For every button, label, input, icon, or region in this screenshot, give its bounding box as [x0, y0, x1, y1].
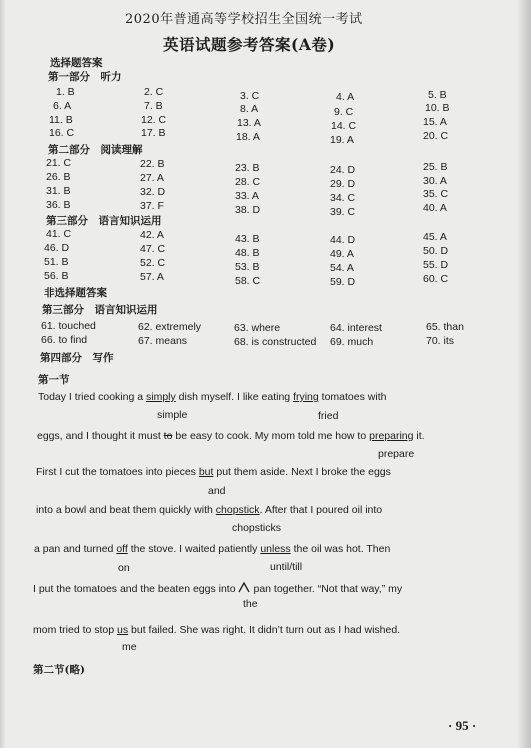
choice-answers-heading: 选择题答案	[50, 57, 103, 69]
page-edge-shadow	[517, 0, 531, 748]
essay-text: put them aside. Next I broke the eggs	[213, 466, 391, 478]
answer-item: 27. A	[140, 172, 164, 184]
answer-item: 48. B	[235, 247, 260, 259]
correction-word: and	[208, 485, 226, 497]
answer-item: 32. D	[140, 186, 166, 198]
answer-item: 49. A	[330, 248, 354, 260]
essay-text: pan together. “Not that way,” my	[253, 583, 403, 595]
essay-text: into a bowl and beat them quickly with	[36, 504, 216, 516]
answer-item: 66. to find	[41, 334, 88, 346]
essay-text: I put the tomatoes and the beaten eggs into	[33, 583, 239, 595]
answer-item: 11. B	[49, 114, 73, 126]
answer-item: 31. B	[46, 185, 71, 197]
answer-item: 61. touched	[41, 320, 96, 332]
answer-item: 40. A	[423, 202, 447, 214]
correction-word: simple	[157, 409, 188, 421]
answer-item: 16. C	[49, 127, 75, 139]
answer-item: 47. C	[140, 243, 166, 255]
answer-item: 36. B	[46, 199, 71, 211]
essay-text: mom tried to stop	[33, 624, 118, 636]
answer-item: 13. A	[237, 117, 261, 129]
essay-text: dish myself. I like eating	[175, 391, 294, 403]
part3-heading: 第三部分 语言知识运用	[46, 215, 162, 227]
answer-item: 12. C	[141, 114, 167, 126]
answer-item: 52. C	[140, 257, 166, 269]
answer-item: 55. D	[423, 259, 449, 271]
page-number: · 95 ·	[448, 718, 477, 733]
answer-item: 69. much	[330, 336, 374, 348]
essay-text: Today I tried cooking a	[38, 391, 146, 403]
deleted-word: to	[163, 430, 173, 442]
essay-line	[33, 624, 400, 636]
answer-item: 30. A	[423, 175, 447, 187]
answer-item: 18. A	[236, 131, 260, 143]
answer-item: 35. C	[423, 188, 449, 200]
answer-item: 8. A	[240, 103, 259, 115]
essay-text: be easy to cook. My mom told me how to	[172, 430, 370, 442]
answer-item: 70. its	[426, 335, 455, 347]
answer-item: 6. A	[53, 100, 72, 112]
answer-item: 65. than	[426, 321, 464, 333]
answer-item: 3. C	[240, 90, 260, 102]
answer-item: 37. F	[140, 200, 164, 212]
answer-item: 21. C	[46, 157, 72, 169]
answer-item: 62. extremely	[138, 321, 202, 333]
answer-item: 2. C	[144, 86, 164, 98]
answer-item: 42. A	[140, 229, 164, 241]
answer-item: 38. D	[235, 204, 261, 216]
answer-item: 57. A	[140, 271, 164, 283]
correction-word: the	[243, 598, 258, 610]
exam-title: 2020年普通高等学校招生全国统一考试	[125, 12, 363, 27]
answer-item: 15. A	[423, 116, 447, 128]
answer-item: 4. A	[336, 91, 355, 103]
essay-line	[36, 466, 391, 478]
error-word: frying	[293, 391, 319, 403]
answer-item: 44. D	[330, 234, 356, 246]
error-word: off	[116, 543, 128, 555]
essay-line	[33, 582, 402, 595]
answer-item: 39. C	[330, 206, 356, 218]
answer-item: 9. C	[334, 106, 354, 118]
essay-text: it.	[413, 430, 425, 442]
answer-item: 1. B	[56, 86, 75, 98]
insertion-caret-icon	[238, 582, 250, 593]
answer-item: 20. C	[423, 130, 449, 142]
correction-word: on	[118, 562, 130, 574]
error-word: us	[117, 624, 129, 636]
correction-word: until/till	[270, 561, 303, 573]
answer-item: 10. B	[425, 102, 450, 114]
answer-item: 25. B	[423, 161, 448, 173]
answer-item: 56. B	[44, 270, 69, 282]
error-word: but	[198, 466, 214, 478]
answer-item: 5. B	[428, 89, 447, 101]
answer-item: 28. C	[235, 176, 261, 188]
error-word: simply	[145, 391, 176, 403]
correction-word: prepare	[378, 448, 415, 460]
essay-text: but failed. She was right. It didn’t turn out as I had wished.	[128, 624, 401, 636]
answer-item: 50. D	[423, 245, 449, 257]
answer-item: 63. where	[234, 322, 281, 334]
answer-item: 59. D	[330, 276, 356, 288]
answer-item: 17. B	[141, 127, 166, 139]
answer-item: 54. A	[330, 262, 354, 274]
answer-item: 33. A	[235, 190, 259, 202]
part4-heading: 第四部分 写作	[40, 352, 114, 364]
correction-word: me	[122, 641, 137, 653]
section1-heading: 第一节	[38, 374, 70, 386]
part3b-heading: 第三部分 语言知识运用	[42, 304, 158, 316]
error-word: unless	[260, 543, 291, 555]
essay-text: a pan and turned	[34, 543, 117, 555]
answer-item: 34. C	[330, 192, 356, 204]
page-edge-shadow	[0, 0, 6, 748]
essay-line	[36, 504, 382, 516]
answer-item: 45. A	[423, 231, 447, 243]
answer-item: 43. B	[235, 233, 260, 245]
essay-text: the stove. I waited patiently	[127, 543, 261, 555]
error-word: preparing	[369, 430, 414, 442]
answer-item: 67. means	[138, 335, 188, 347]
nonchoice-answers-heading: 非选择题答案	[44, 287, 107, 299]
error-word: chopstick	[215, 504, 260, 516]
correction-word: chopsticks	[232, 522, 282, 534]
essay-text: . After that I poured oil into	[259, 504, 383, 516]
answer-item: 64. interest	[330, 322, 382, 334]
part2-heading: 第二部分 阅读理解	[48, 144, 143, 156]
part1-heading: 第一部分 听力	[48, 71, 122, 83]
answer-item: 26. B	[46, 171, 71, 183]
section2-heading: 第二节(略)	[33, 664, 85, 676]
correction-word: fried	[318, 410, 339, 422]
answer-item: 41. C	[46, 228, 72, 240]
answer-key-title: 英语试题参考答案(A卷)	[163, 35, 336, 54]
essay-text: eggs, and I thought it must	[37, 430, 164, 442]
answer-item: 23. B	[235, 162, 260, 174]
answer-item: 24. D	[330, 164, 356, 176]
answer-item: 14. C	[331, 120, 357, 132]
essay-text: First I cut the tomatoes into pieces	[36, 466, 199, 478]
essay-line	[38, 391, 386, 403]
answer-item: 60. C	[423, 273, 449, 285]
essay-line	[37, 430, 425, 442]
answer-item: 58. C	[235, 275, 261, 287]
answer-item: 29. D	[330, 178, 356, 190]
answer-item: 7. B	[144, 100, 163, 112]
essay-line	[34, 543, 390, 555]
essay-text: the oil was hot. Then	[290, 543, 391, 555]
answer-item: 22. B	[140, 158, 165, 170]
answer-item: 19. A	[330, 134, 354, 146]
essay-text: tomatoes with	[318, 391, 387, 403]
answer-item: 68. is constructed	[234, 336, 317, 348]
answer-item: 46. D	[44, 242, 70, 254]
answer-item: 53. B	[235, 261, 260, 273]
answer-item: 51. B	[44, 256, 69, 268]
